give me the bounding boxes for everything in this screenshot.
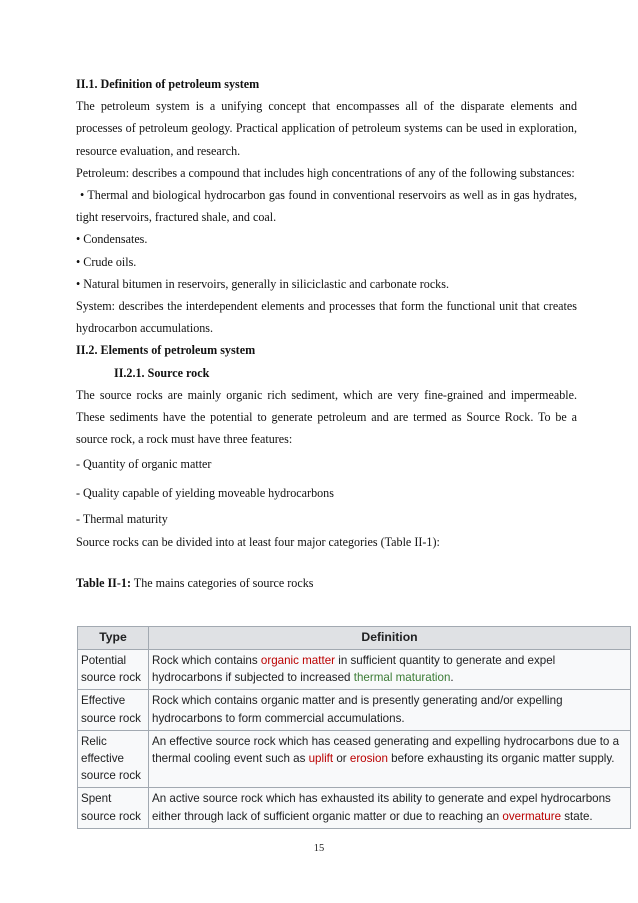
column-header-type: Type [78,627,149,650]
bullet-item: • Thermal and biological hydrocarbon gas found in conventional reservoirs as well as in gas hydrates, tight reservoirs, fractured shale, and coal. [76,188,577,225]
definition-text: . [450,671,454,685]
table-row [78,650,631,690]
wiki-link[interactable]: thermal maturation [353,671,451,685]
wiki-link[interactable]: overmature [502,809,562,823]
table-row [78,730,631,788]
cell-type: Relic effective source rock [78,730,149,788]
cell-type: Spent source rock [78,788,149,828]
wiki-link[interactable]: uplift [308,752,334,766]
feature-item: - Quality capable of yielding moveable hydrocarbons [76,485,334,500]
source-rock-table [77,626,631,829]
cell-definition [149,788,631,828]
cell-definition [149,730,631,788]
column-header-definition: Definition [149,627,631,650]
sub-heading-source-rock: II.2.1. Source rock [114,365,210,380]
table-row [78,690,631,730]
table-row [78,788,631,828]
cell-type: Effective source rock [78,690,149,730]
definition-text: before exhausting its organic matter supply. [387,752,615,766]
cell-type: Potential source rock [78,650,149,690]
paragraph-categories-intro: Source rocks can be divided into at least four major categories (Table II-1): [76,535,440,550]
paragraph-intro: The petroleum system is a unifying concept that encompasses all of the disparate elements and processes of petroleum geology. Practical application of petroleum systems can be used in exploration, resource evaluation, and research. [76,99,577,158]
paragraph-system-definition: System: describes the interdependent elements and processes that form the functional unit that creates hydrocarbon accumulations. [76,299,577,336]
cell-definition [149,690,631,730]
paragraph-petroleum-definition: Petroleum: describes a compound that includes high concentrations of any of the following substances: [76,165,575,180]
definition-text: An active source rock which has exhausted its ability to generate and expel hydrocarbons either through lack of sufficient organic matter or due to reaching an [152,792,611,823]
wiki-link[interactable]: organic matter [260,654,336,667]
page-body [76,73,577,594]
section-heading-elements: II.2. Elements of petroleum system [76,343,256,358]
paragraph-source-rock: The source rocks are mainly organic rich sediment, which are very fine-grained and impermeable. These sediments have the potential to generate petroleum and are termed as Source Rock. To be a source rock, a rock must have three features: [76,387,577,447]
wiki-link[interactable]: erosion [349,752,388,766]
definition-text: state. [561,809,593,823]
table-caption-text: The mains categories of source rocks [131,575,314,590]
feature-item: - Thermal maturity [76,512,168,527]
definition-text: or [333,752,350,766]
section-heading-definition: II.1. Definition of petroleum system [76,77,260,91]
definition-text: Rock which contains [152,654,261,667]
bullet-item: • Crude oils. [76,254,137,269]
table-body [78,650,631,829]
definition-text: Rock which contains organic matter and is presently generating and/or expelling hydrocarbons to form commercial accumulations. [152,694,563,725]
page-number: 15 [313,843,325,854]
table-caption-label: Table II-1: [76,575,131,590]
bullet-item: • Natural bitumen in reservoirs, generally in siliciclastic and carbonate rocks. [76,276,449,291]
definition-text: An effective source rock which has ceased generating and expelling hydrocarbons due to a thermal cooling event such as [152,734,620,766]
bullet-item: • Condensates. [76,232,148,247]
cell-definition [149,650,631,690]
table-caption [76,572,577,594]
table-header-row [78,627,631,650]
definition-text: in sufficient quantity to generate and expel hydrocarbons if subjected to increased [152,654,556,685]
feature-item: - Quantity of organic matter [76,457,212,472]
